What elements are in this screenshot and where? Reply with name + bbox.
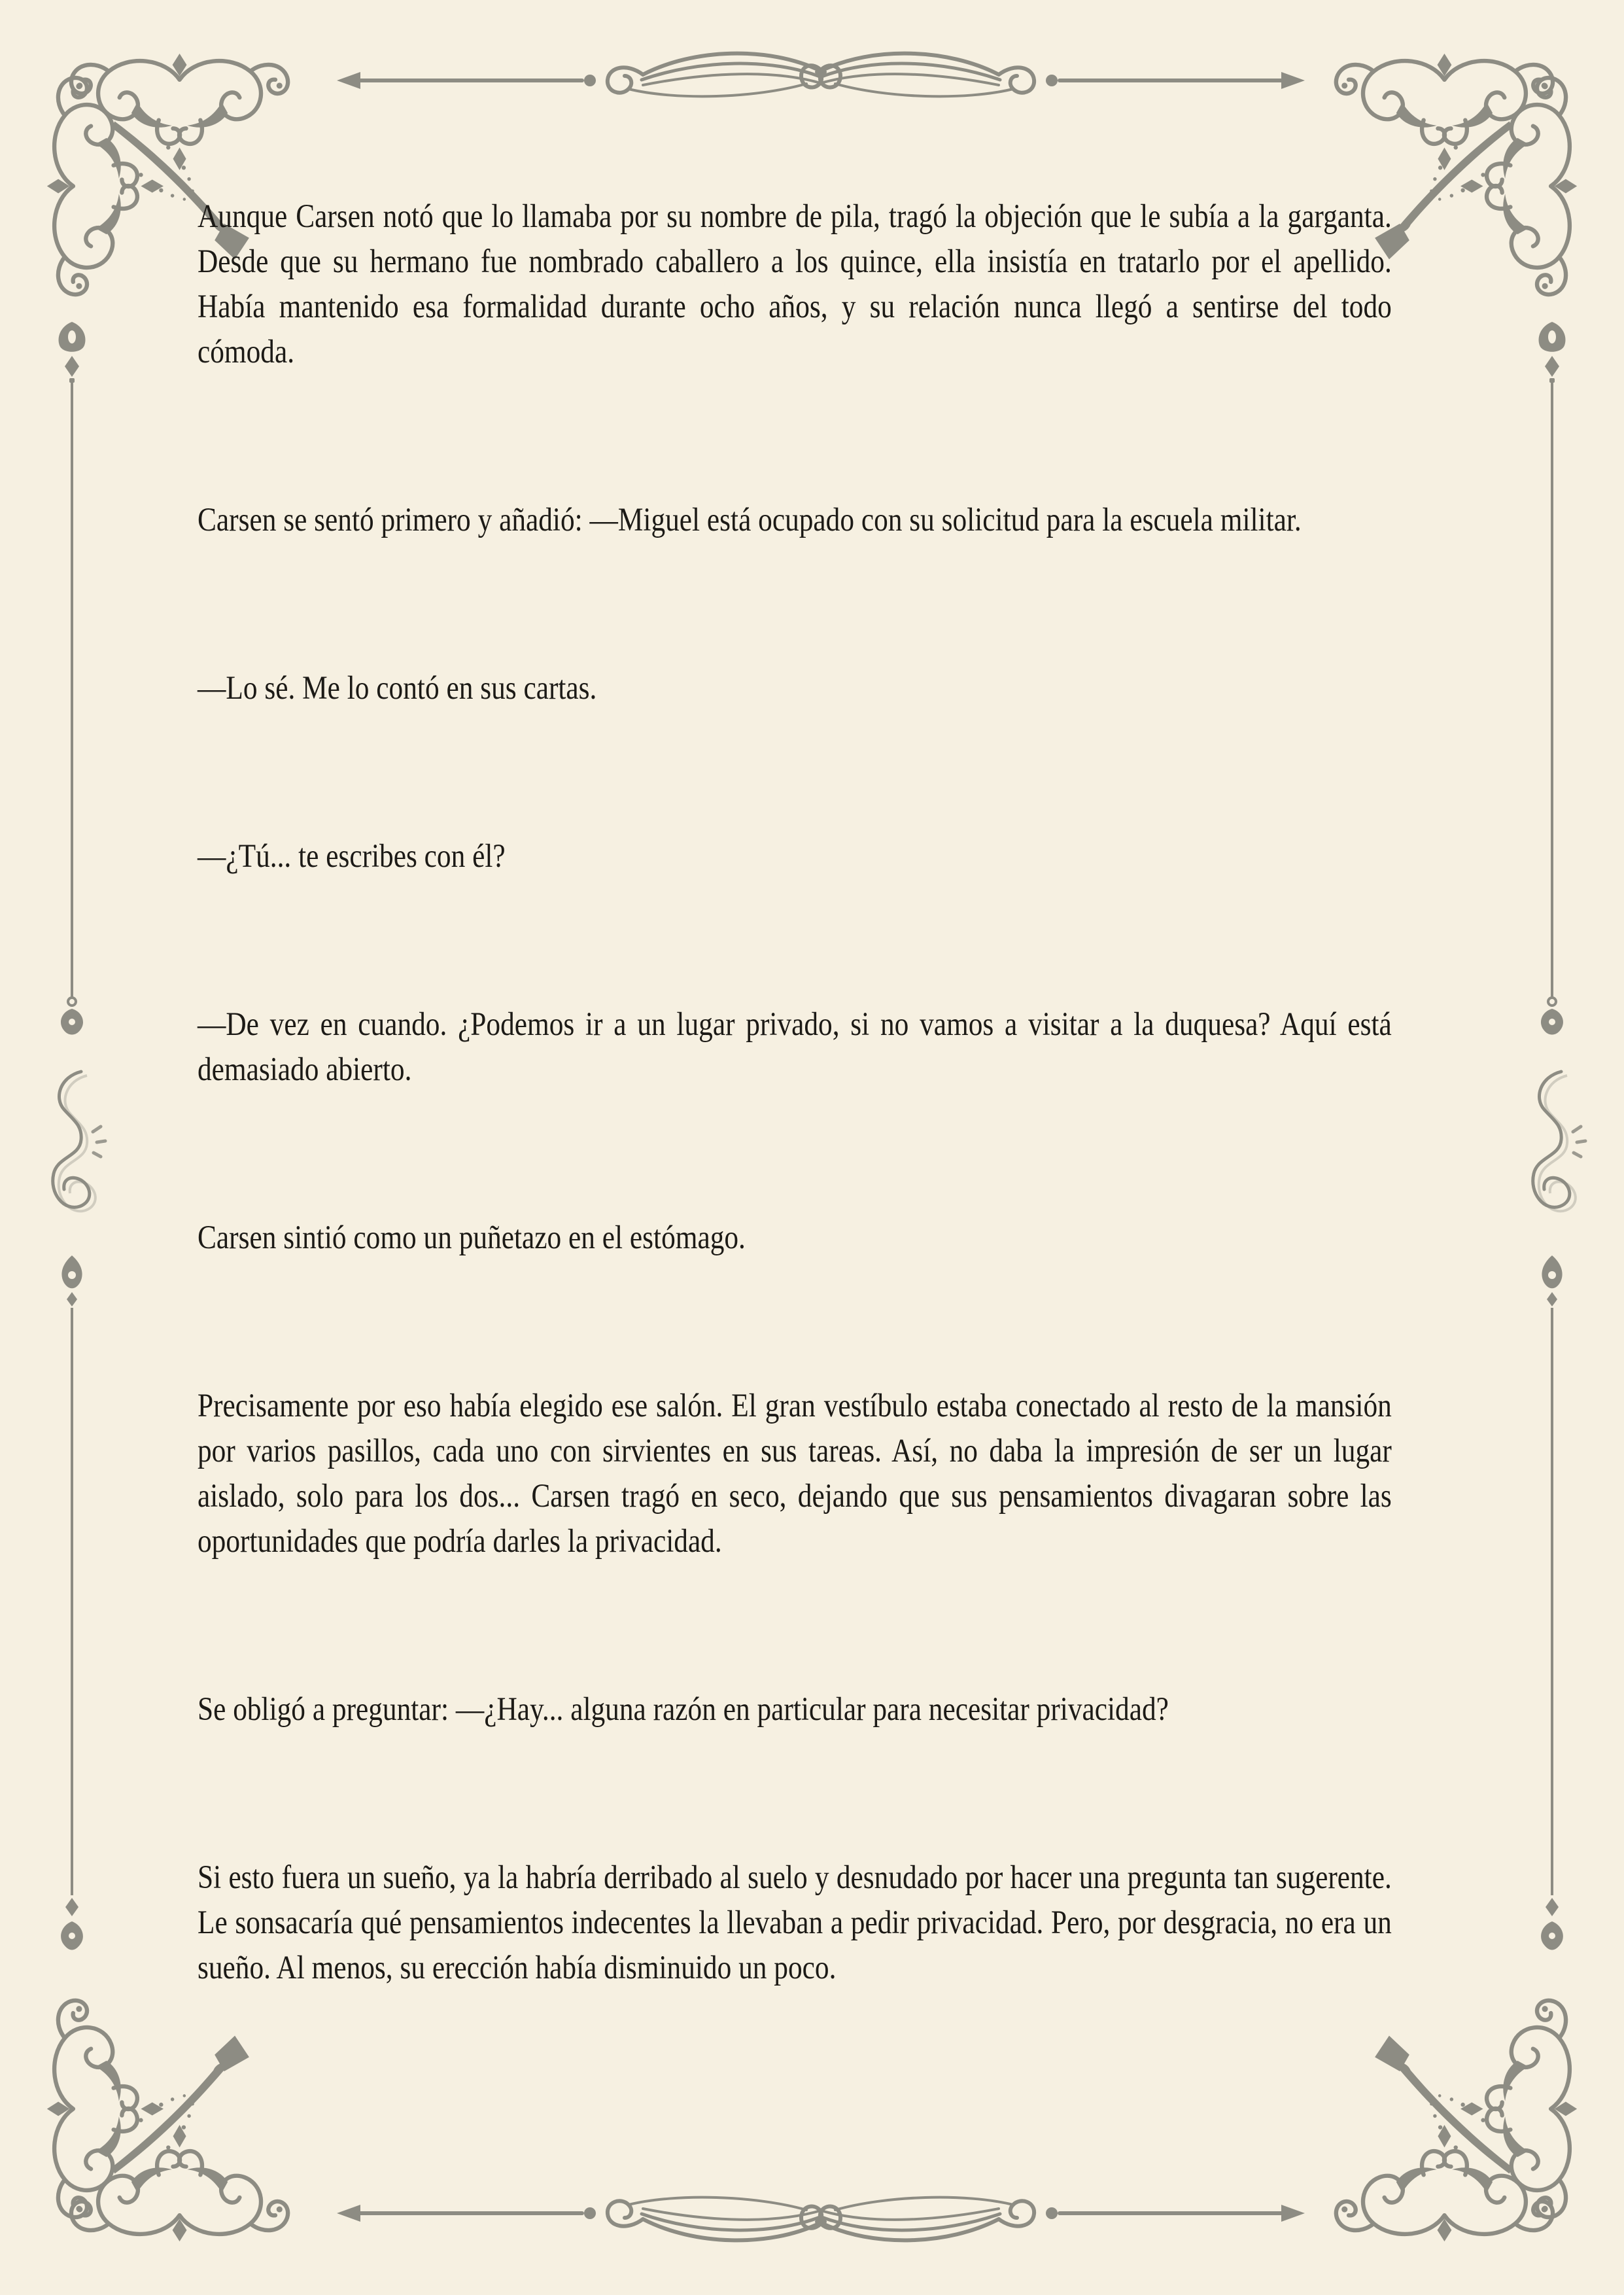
hairpin-rod-icon — [1531, 319, 1573, 1042]
paragraph: Aunque Carsen notó que lo llamaba por su nombre de pila, tragó la objeción que le subía a la garganta. Desde que su hermano fue nombrado caballero a los quince, ella insistía en tratarlo por el apellido. Había mantenido esa formalidad durante ocho años, y su relación nunca llegó a sentirse del todo cómoda. — [198, 198, 1392, 370]
hairpin-rod-icon — [51, 1253, 93, 1959]
paragraph: Carsen se sentó primero y añadió: —Miguel está ocupado con su solicitud para la escuela militar. — [198, 502, 1302, 538]
paragraph: Se obligó a preguntar: —¿Hay... alguna razón en particular para necesitar privacidad? — [198, 1691, 1169, 1728]
hairpin-rod-icon — [1531, 1253, 1573, 1959]
paragraph: —De vez en cuando. ¿Podemos ir a un lugar privado, si no vamos a visitar a la duquesa? Aquí está demasiado abierto. — [198, 1006, 1392, 1088]
paragraph: Carsen sintió como un puñetazo en el estómago. — [198, 1219, 746, 1256]
paragraph: —¿Tú... te escribes con él? — [198, 838, 506, 875]
paragraph: Si esto fuera un sueño, ya la habría derribado al suelo y desnudado por hacer una pregunta tan sugerente. Le sonsacaría qué pensamientos indecentes la llevaban a pedir privacidad. Pero, por desgracia, no era un sueño. Al menos, su erección había disminuido un poco. — [198, 1859, 1392, 1986]
paragraph: Precisamente por eso había elegido ese salón. El gran vestíbulo estaba conectado al resto de la mansión por varios pasillos, cada uno con sirvientes en sus tareas. Así, no daba la impresión de ser un lugar aislado, solo para los dos... Carsen tragó en seco, dejando que sus pensamientos divagaran sobre las oportunidades que podría darles la privacidad. — [198, 1388, 1392, 1560]
arrow-divider-icon — [337, 2171, 1305, 2256]
paragraph: —Lo sé. Me lo contó en sus cartas. — [198, 670, 597, 707]
figure-eight-flourish-icon — [38, 1066, 110, 1223]
page-text — [198, 194, 1392, 2114]
hairpin-rod-icon — [51, 319, 93, 1042]
figure-eight-flourish-icon — [1518, 1066, 1590, 1223]
arrow-divider-icon — [337, 38, 1305, 123]
